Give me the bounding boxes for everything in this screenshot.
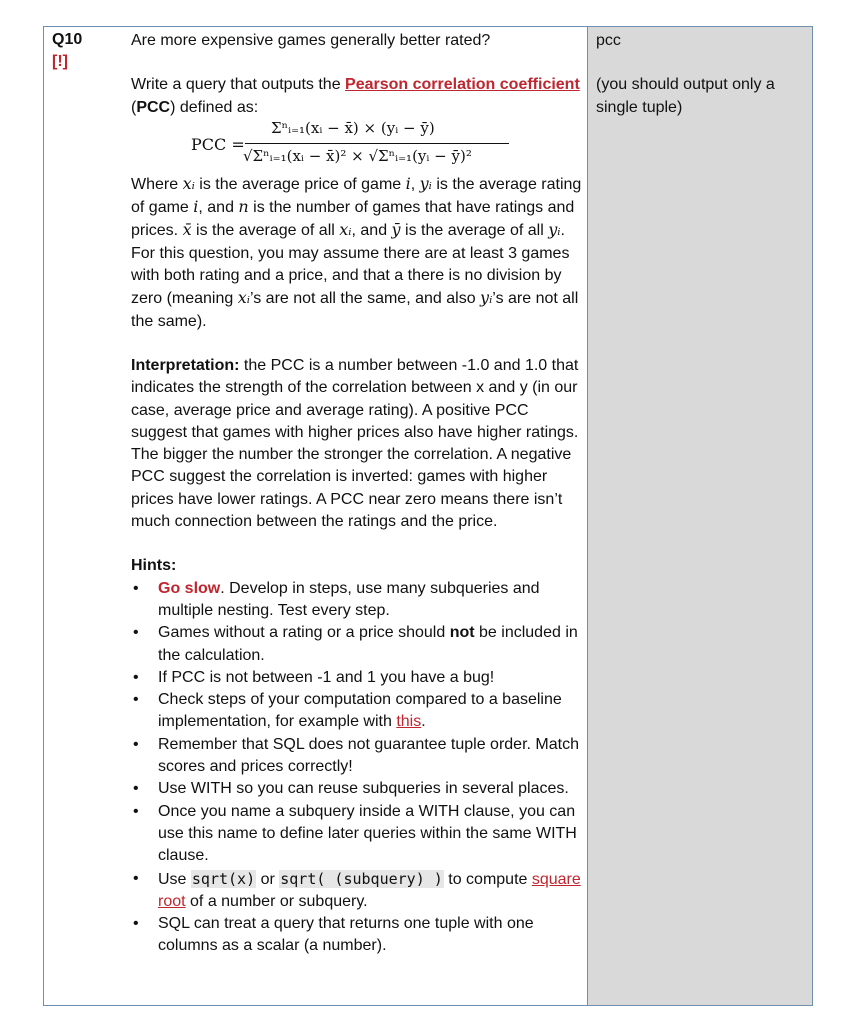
interpretation-text: the PCC is a number between -1.0 and 1.0 that indicates the strength of the correlation between x and y (in our case, average price and average rating). A positive PCC suggest that games with higher prices also have higher ratings. The bigger the number the stronger the correlation. A negative PCC suggest the correlation is inverted: games with higher prices have lower ratings. A PCC near zero means there isn’t much connection between the ratings and the price. (131, 356, 579, 531)
where-text: , and (198, 199, 239, 217)
pcc-formula (131, 119, 586, 173)
math-ybar: ȳ (391, 220, 401, 240)
baseline-link[interactable]: this (396, 713, 422, 731)
list-item (131, 734, 586, 779)
interpretation-label: Interpretation: (131, 356, 240, 374)
hint-text: . Develop in steps, use many subqueries and multiple nesting. Test every step. (158, 579, 540, 619)
where-text: is the average of all (191, 222, 340, 240)
list-item (131, 667, 586, 689)
list-item (131, 622, 586, 667)
math-i: i (193, 197, 199, 217)
formula-denominator: √Σⁿᵢ₌₁(xᵢ − x̄)² × √Σⁿᵢ₌₁(yᵢ − ȳ)² (243, 146, 472, 165)
question-title: Are more expensive games generally better rated? (131, 32, 491, 49)
not-emphasis: not (449, 624, 475, 642)
hint-text: Use (158, 870, 191, 888)
question-flag: [!] (52, 53, 68, 70)
question-number: Q10 (52, 31, 83, 48)
math-yi: yᵢ (419, 173, 432, 193)
list-item (131, 578, 586, 623)
assume-text: ’s are not all the same). (131, 290, 579, 330)
math-yi: yᵢ (548, 220, 561, 240)
math-n: n (238, 197, 249, 217)
math-xi: xᵢ (237, 288, 250, 308)
where-text: is the number of games that have ratings and prices. (131, 199, 575, 240)
intro-paragraph (131, 74, 586, 119)
math-xi: xᵢ (182, 173, 195, 193)
assumption-paragraph (131, 243, 586, 333)
hint-text: Games without a rating or a price should (158, 624, 450, 642)
hint-text: be included in the calculation. (158, 624, 578, 664)
math-i: i (405, 173, 411, 193)
hint-text: to compute (443, 870, 532, 888)
question-table-row (43, 26, 813, 1006)
intro-prefix: Write a query that outputs the (131, 76, 346, 94)
where-text: is the average price of game (194, 175, 406, 193)
list-item (131, 689, 586, 734)
code-sqrt-subquery: sqrt( (subquery) ) (280, 869, 443, 888)
list-item (131, 778, 586, 800)
hint-text: Remember that SQL does not guarantee tuple order. Match scores and prices correctly! (158, 735, 579, 776)
where-text: Where (131, 175, 183, 193)
pcc-abbr: PCC (136, 98, 171, 116)
where-paragraph (131, 173, 586, 243)
formula-numerator: Σⁿᵢ₌₁(xᵢ − x̄) × (yᵢ − ȳ) (271, 118, 435, 137)
expected-output-cell (587, 27, 812, 1005)
question-description-cell (126, 27, 586, 1005)
intro-suffix: ) defined as: (170, 98, 259, 116)
hint-text: of a number or subquery. (185, 892, 368, 910)
math-xbar: x̄ (182, 220, 192, 240)
where-text: . (560, 222, 565, 240)
assume-text: For this question, you may assume there are at least 3 games with both rating and a price, and that a there is no division by zero (meaning (131, 244, 570, 308)
list-item (131, 868, 586, 914)
hint-text: . (421, 713, 426, 731)
hints-label (131, 555, 586, 577)
hints-list (131, 578, 586, 958)
intro-paren: ( (131, 98, 137, 116)
where-text: , and (351, 222, 392, 240)
hints-heading: Hints: (131, 557, 177, 575)
where-text: is the average rating of game (131, 175, 582, 217)
go-slow-text: Go slow (158, 579, 221, 597)
hint-text: If PCC is not between -1 and 1 you have a bug! (158, 668, 495, 686)
hint-text: or (256, 870, 280, 888)
formula-fraction-bar (245, 143, 509, 144)
list-item (131, 801, 586, 868)
code-sqrt-x: sqrt(x) (191, 869, 256, 888)
hint-text: Once you name a subquery inside a WITH clause, you can use this name to define later queries within the same WITH clause. (158, 802, 577, 865)
pearson-link[interactable]: Pearson correlation coefficient (345, 76, 580, 94)
where-text: is the average of all (400, 222, 549, 240)
hint-text: SQL can treat a query that returns one tuple with one columns as a scalar (a number). (158, 915, 534, 955)
output-column-name: pcc (596, 32, 621, 49)
hint-text: Use WITH so you can reuse subqueries in several places. (158, 780, 569, 798)
assume-text: ’s are not all the same, and also (249, 290, 481, 308)
math-xi: xᵢ (339, 220, 352, 240)
question-number-cell (44, 27, 126, 1005)
square-root-link[interactable]: square root (158, 870, 581, 910)
output-note: (you should output only a single tuple) (596, 76, 775, 116)
formula-lhs: PCC = (191, 134, 245, 154)
math-yi: yᵢ (480, 288, 493, 308)
interpretation-paragraph (131, 355, 586, 533)
hint-text: Check steps of your computation compared to a baseline implementation, for example with (158, 691, 562, 731)
where-text: , (410, 175, 420, 193)
list-item (131, 913, 586, 958)
